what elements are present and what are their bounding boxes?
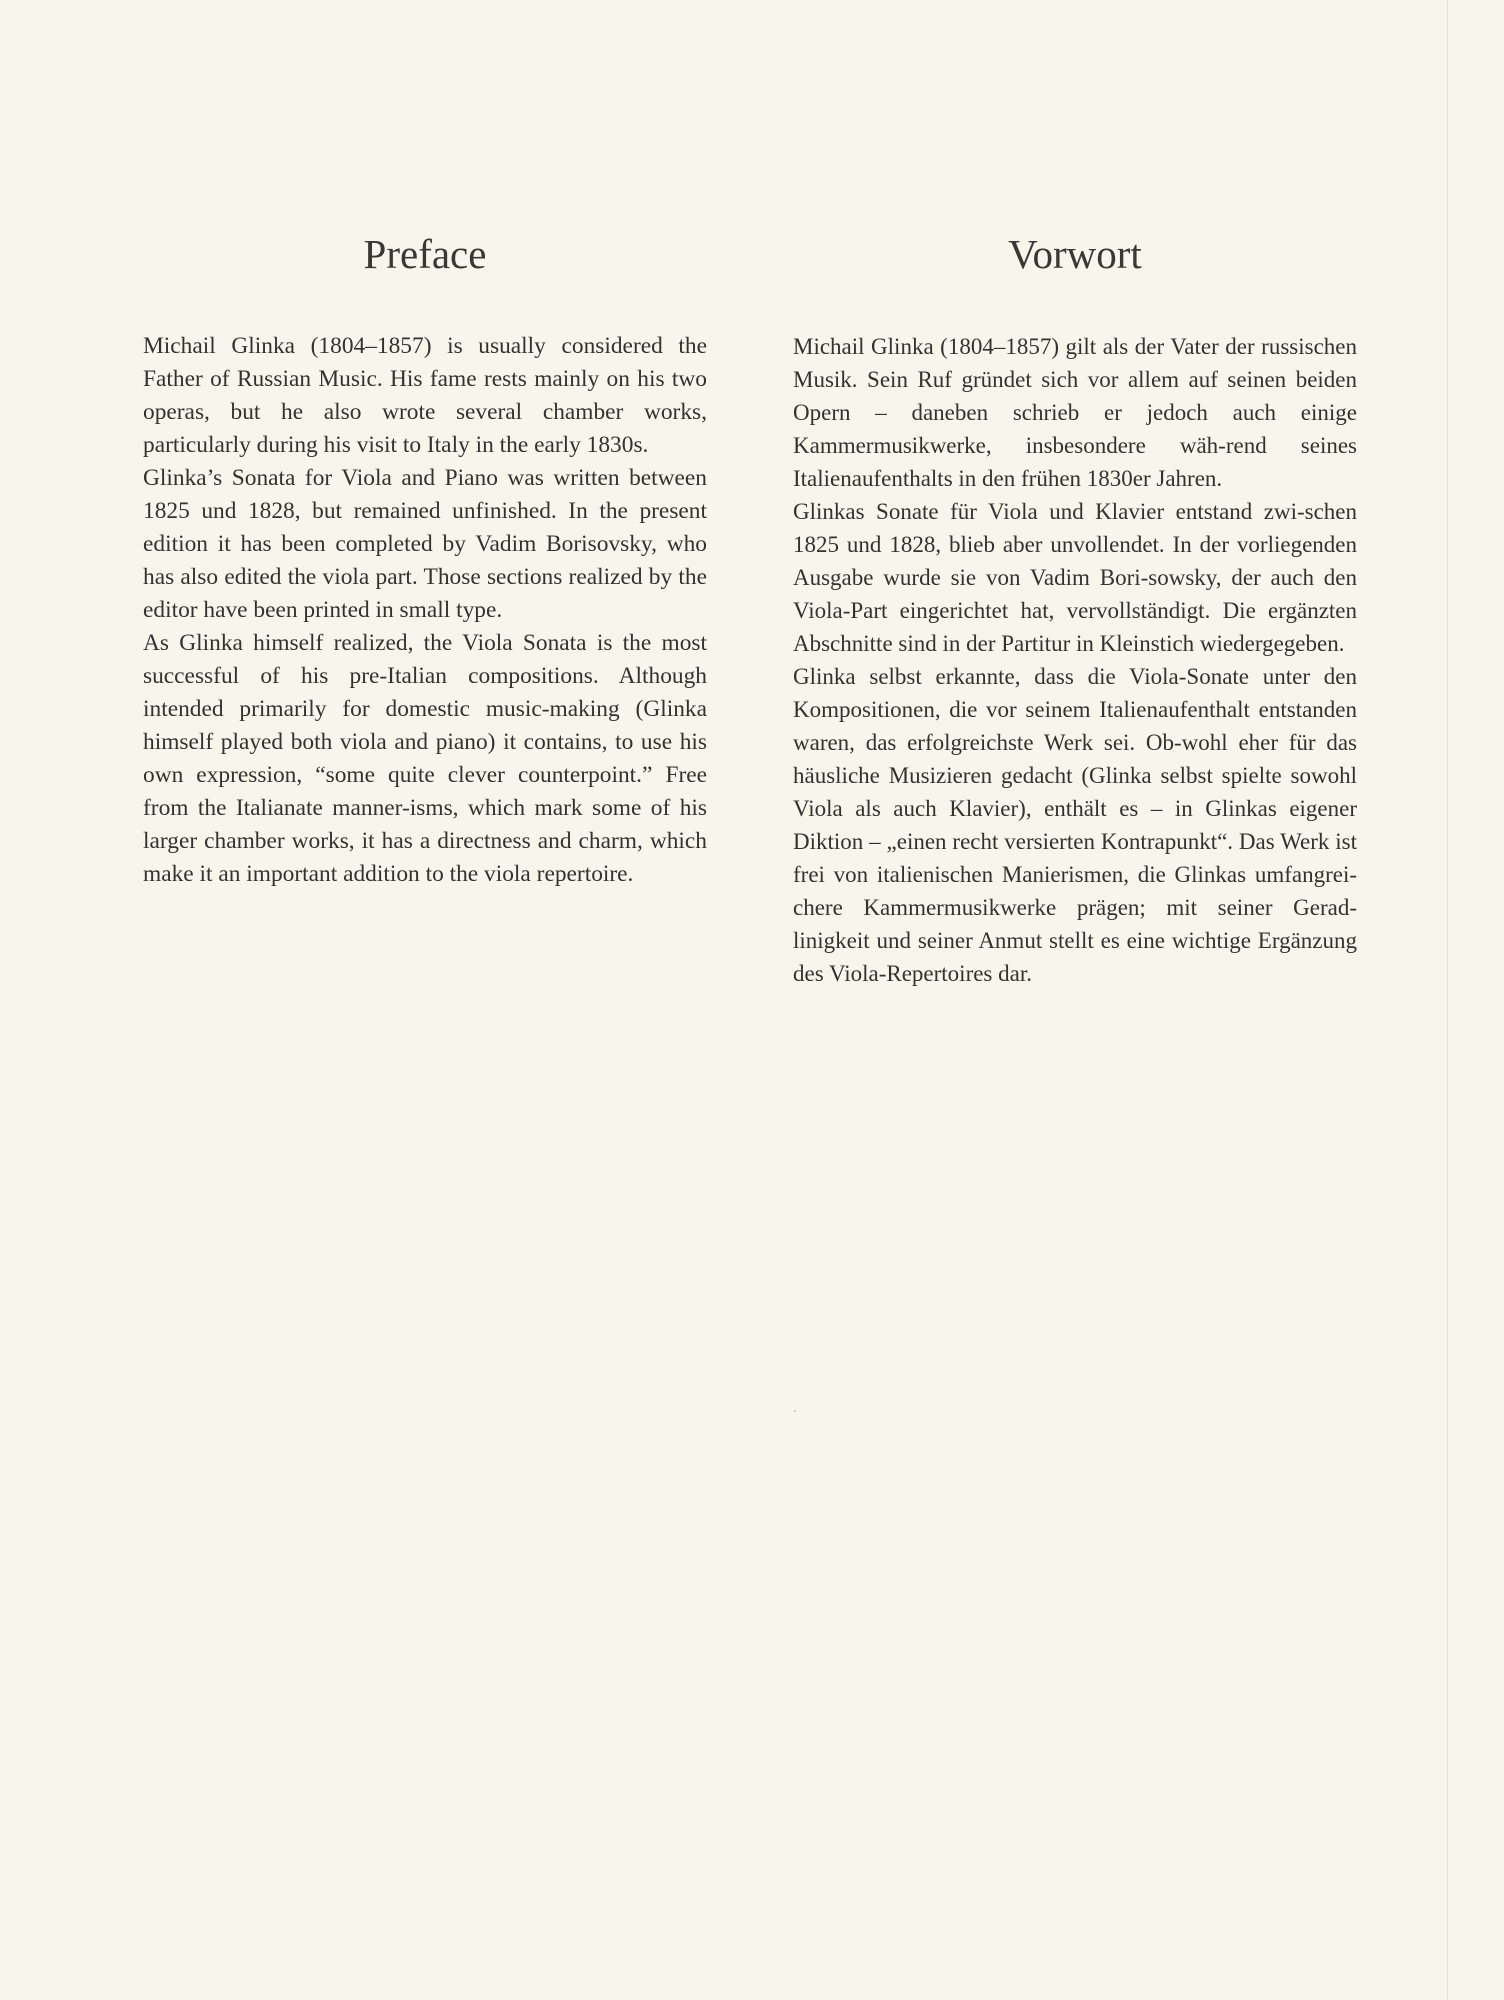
preface-paragraph-3: As Glinka himself realized, the Viola Sonata is the most successful of his pre-Italian compositions. Although intended primarily for domestic music-making (Glinka himself played both viola and piano) it contains, to use his own expression, “some quite clever counterpoint.” Free from the Italianate manner-isms, which mark some of his larger chamber works, it has a directness and charm, which make it an important addition to the viola repertoire. [143, 630, 707, 887]
preface-heading: Preface [363, 231, 487, 277]
preface-paragraph-2: Glinka’s Sonata for Viola and Piano was written between 1825 und 1828, but remained unfinished. In the present edition it has been completed by Vadim Borisovsky, who has also edited the viola part. Those sections realized by the editor have been printed in small type. [143, 465, 707, 623]
vorwort-paragraph-2: Glinkas Sonate für Viola und Klavier entstand zwi-schen 1825 und 1828, blieb aber unvollendet. In der vorliegenden Ausgabe wurde sie von Vadim Bori-sowsky, der auch den Viola-Part eingerichtet hat, vervollständigt. Die ergänzten Abschnitte sind in der Partitur in Kleinstich wiedergegeben. [793, 499, 1357, 656]
preface-paragraph-1: Michail Glinka (1804–1857) is usually considered the Father of Russian Music. His fame rests mainly on his two operas, but he also wrote several chamber works, particularly during his visit to Italy in the early 1830s. [143, 333, 707, 458]
vorwort-heading: Vorwort [1008, 231, 1142, 277]
vorwort-column-german [793, 224, 1357, 990]
paper-speck [794, 1410, 796, 1412]
page-edge-line [1447, 0, 1448, 2000]
vorwort-paragraph-1: Michail Glinka (1804–1857) gilt als der Vater der russischen Musik. Sein Ruf gründet sich vor allem auf seinen beiden Opern – daneben schrieb er jedoch auch einige Kammermusikwerke, insbesondere wäh-rend seines Italienaufenthalts in den frühen 1830er Jahren. [793, 334, 1357, 491]
vorwort-paragraph-3: Glinka selbst erkannte, dass die Viola-Sonate unter den Kompositionen, die vor seinem Italienaufenthalt entstanden waren, das erfolgreichste Werk sei. Ob-wohl eher für das häusliche Musizieren gedacht (Glinka selbst spielte sowohl Viola als auch Klavier), enthält es – in Glinkas eigener Diktion – „einen recht versierten Kontrapunkt“. Das Werk ist frei von italienischen Manierismen, die Glinkas umfangrei-chere Kammermusikwerke prägen; mit seiner Gerad-linigkeit und seiner Anmut stellt es eine wichtige Ergänzung des Viola-Repertoires dar. [793, 664, 1357, 986]
preface-column-english [143, 224, 707, 891]
